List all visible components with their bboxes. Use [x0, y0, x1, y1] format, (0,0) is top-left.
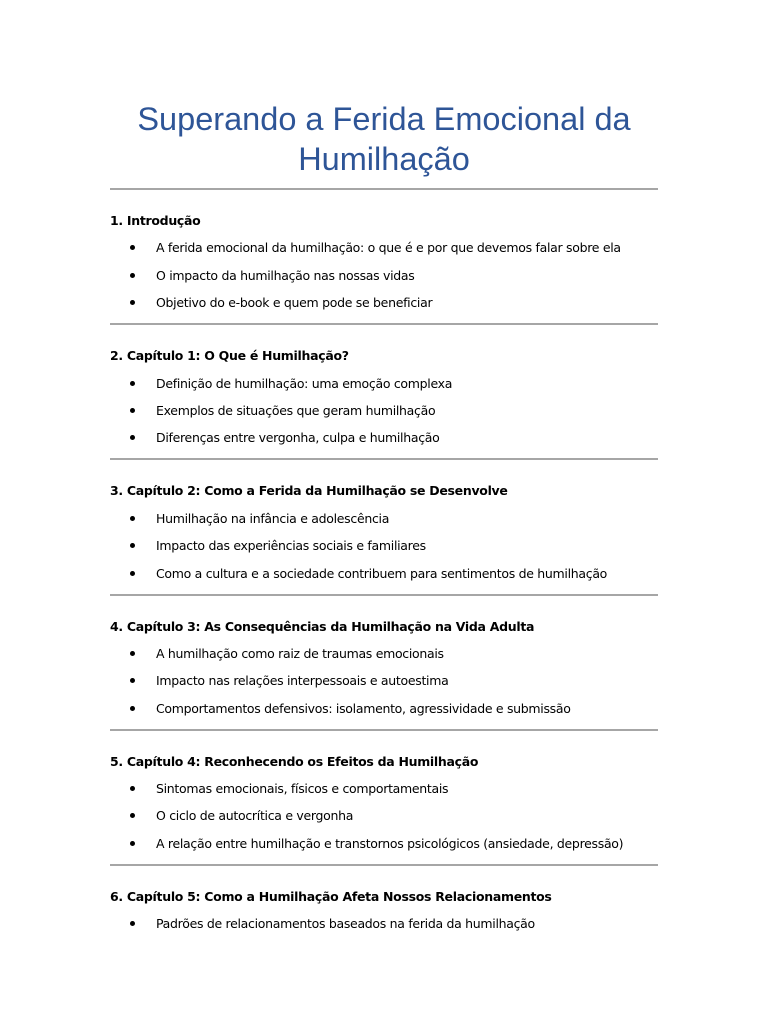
section-heading: 5. Capítulo 4: Reconhecendo os Efeitos da Humilhação: [110, 753, 479, 769]
list-item-text: A relação entre humilhação e transtornos psicológicos (ansiedade, depressão): [156, 835, 624, 851]
list-item: [110, 268, 658, 283]
list-item: [110, 376, 658, 391]
list-item: [110, 808, 658, 823]
bullet-icon: [130, 706, 135, 711]
list-item: [110, 403, 658, 418]
toc-section: [110, 325, 658, 460]
list-item: [110, 511, 658, 526]
section-heading: 3. Capítulo 2: Como a Ferida da Humilhação se Desenvolve: [110, 483, 508, 499]
list-item-text: O impacto da humilhação nas nossas vidas: [156, 267, 415, 283]
bullet-icon: [130, 300, 135, 305]
list-item-text: Impacto nas relações interpessoais e autoestima: [156, 673, 449, 689]
list-item-text: Sintomas emocionais, físicos e comportamentais: [156, 781, 449, 797]
toc-section: [110, 731, 658, 866]
bullet-icon: [130, 786, 135, 791]
list-item-text: Padrões de relacionamentos baseados na ferida da humilhação: [156, 916, 535, 932]
list-item: [110, 538, 658, 553]
list-item: [110, 916, 658, 931]
bullet-icon: [130, 273, 135, 278]
list-item-text: Comportamentos defensivos: isolamento, agressividade e submissão: [156, 700, 571, 716]
bullet-icon: [130, 651, 135, 656]
list-item-text: Exemplos de situações que geram humilhação: [156, 402, 436, 418]
bullet-list: [110, 916, 658, 931]
list-item: [110, 836, 658, 851]
bullet-icon: [130, 921, 135, 926]
bullet-icon: [130, 813, 135, 818]
bullet-list: [110, 511, 658, 581]
section-heading: 6. Capítulo 5: Como a Humilhação Afeta Nossos Relacionamentos: [110, 888, 552, 904]
bullet-list: [110, 240, 658, 310]
bullet-icon: [130, 381, 135, 386]
list-item-text: Como a cultura e a sociedade contribuem para sentimentos de humilhação: [156, 565, 608, 581]
list-item: [110, 566, 658, 581]
toc-section: [110, 190, 658, 325]
table-of-contents: [110, 190, 658, 931]
bullet-icon: [130, 435, 135, 440]
document-page: [110, 0, 658, 931]
list-item: [110, 430, 658, 445]
list-item: [110, 646, 658, 661]
list-item: [110, 295, 658, 310]
list-item-text: Humilhação na infância e adolescência: [156, 510, 390, 526]
bullet-list: [110, 646, 658, 716]
document-title: Superando a Ferida Emocional da Humilhação: [137, 101, 631, 177]
bullet-icon: [130, 245, 135, 250]
list-item: [110, 701, 658, 716]
bullet-icon: [130, 571, 135, 576]
bullet-list: [110, 376, 658, 446]
list-item-text: Definição de humilhação: uma emoção complexa: [156, 375, 453, 391]
list-item-text: Objetivo do e-book e quem pode se beneficiar: [156, 295, 433, 311]
list-item-text: O ciclo de autocrítica e vergonha: [156, 808, 354, 824]
list-item-text: Impacto das experiências sociais e familiares: [156, 538, 426, 554]
bullet-list: [110, 781, 658, 851]
toc-section: [110, 596, 658, 731]
bullet-icon: [130, 516, 135, 521]
list-item-text: A ferida emocional da humilhação: o que é e por que devemos falar sobre ela: [156, 240, 621, 256]
list-item: [110, 781, 658, 796]
list-item-text: Diferenças entre vergonha, culpa e humilhação: [156, 430, 440, 446]
bullet-icon: [130, 408, 135, 413]
toc-section: [110, 460, 658, 595]
section-heading: 2. Capítulo 1: O Que é Humilhação?: [110, 348, 349, 364]
bullet-icon: [130, 841, 135, 846]
list-item: [110, 673, 658, 688]
section-heading: 4. Capítulo 3: As Consequências da Humilhação na Vida Adulta: [110, 618, 535, 634]
toc-section: [110, 866, 658, 931]
bullet-icon: [130, 543, 135, 548]
bullet-icon: [130, 678, 135, 683]
section-heading: 1. Introdução: [110, 213, 201, 228]
list-item-text: A humilhação como raiz de traumas emocionais: [156, 645, 444, 661]
list-item: [110, 240, 658, 255]
